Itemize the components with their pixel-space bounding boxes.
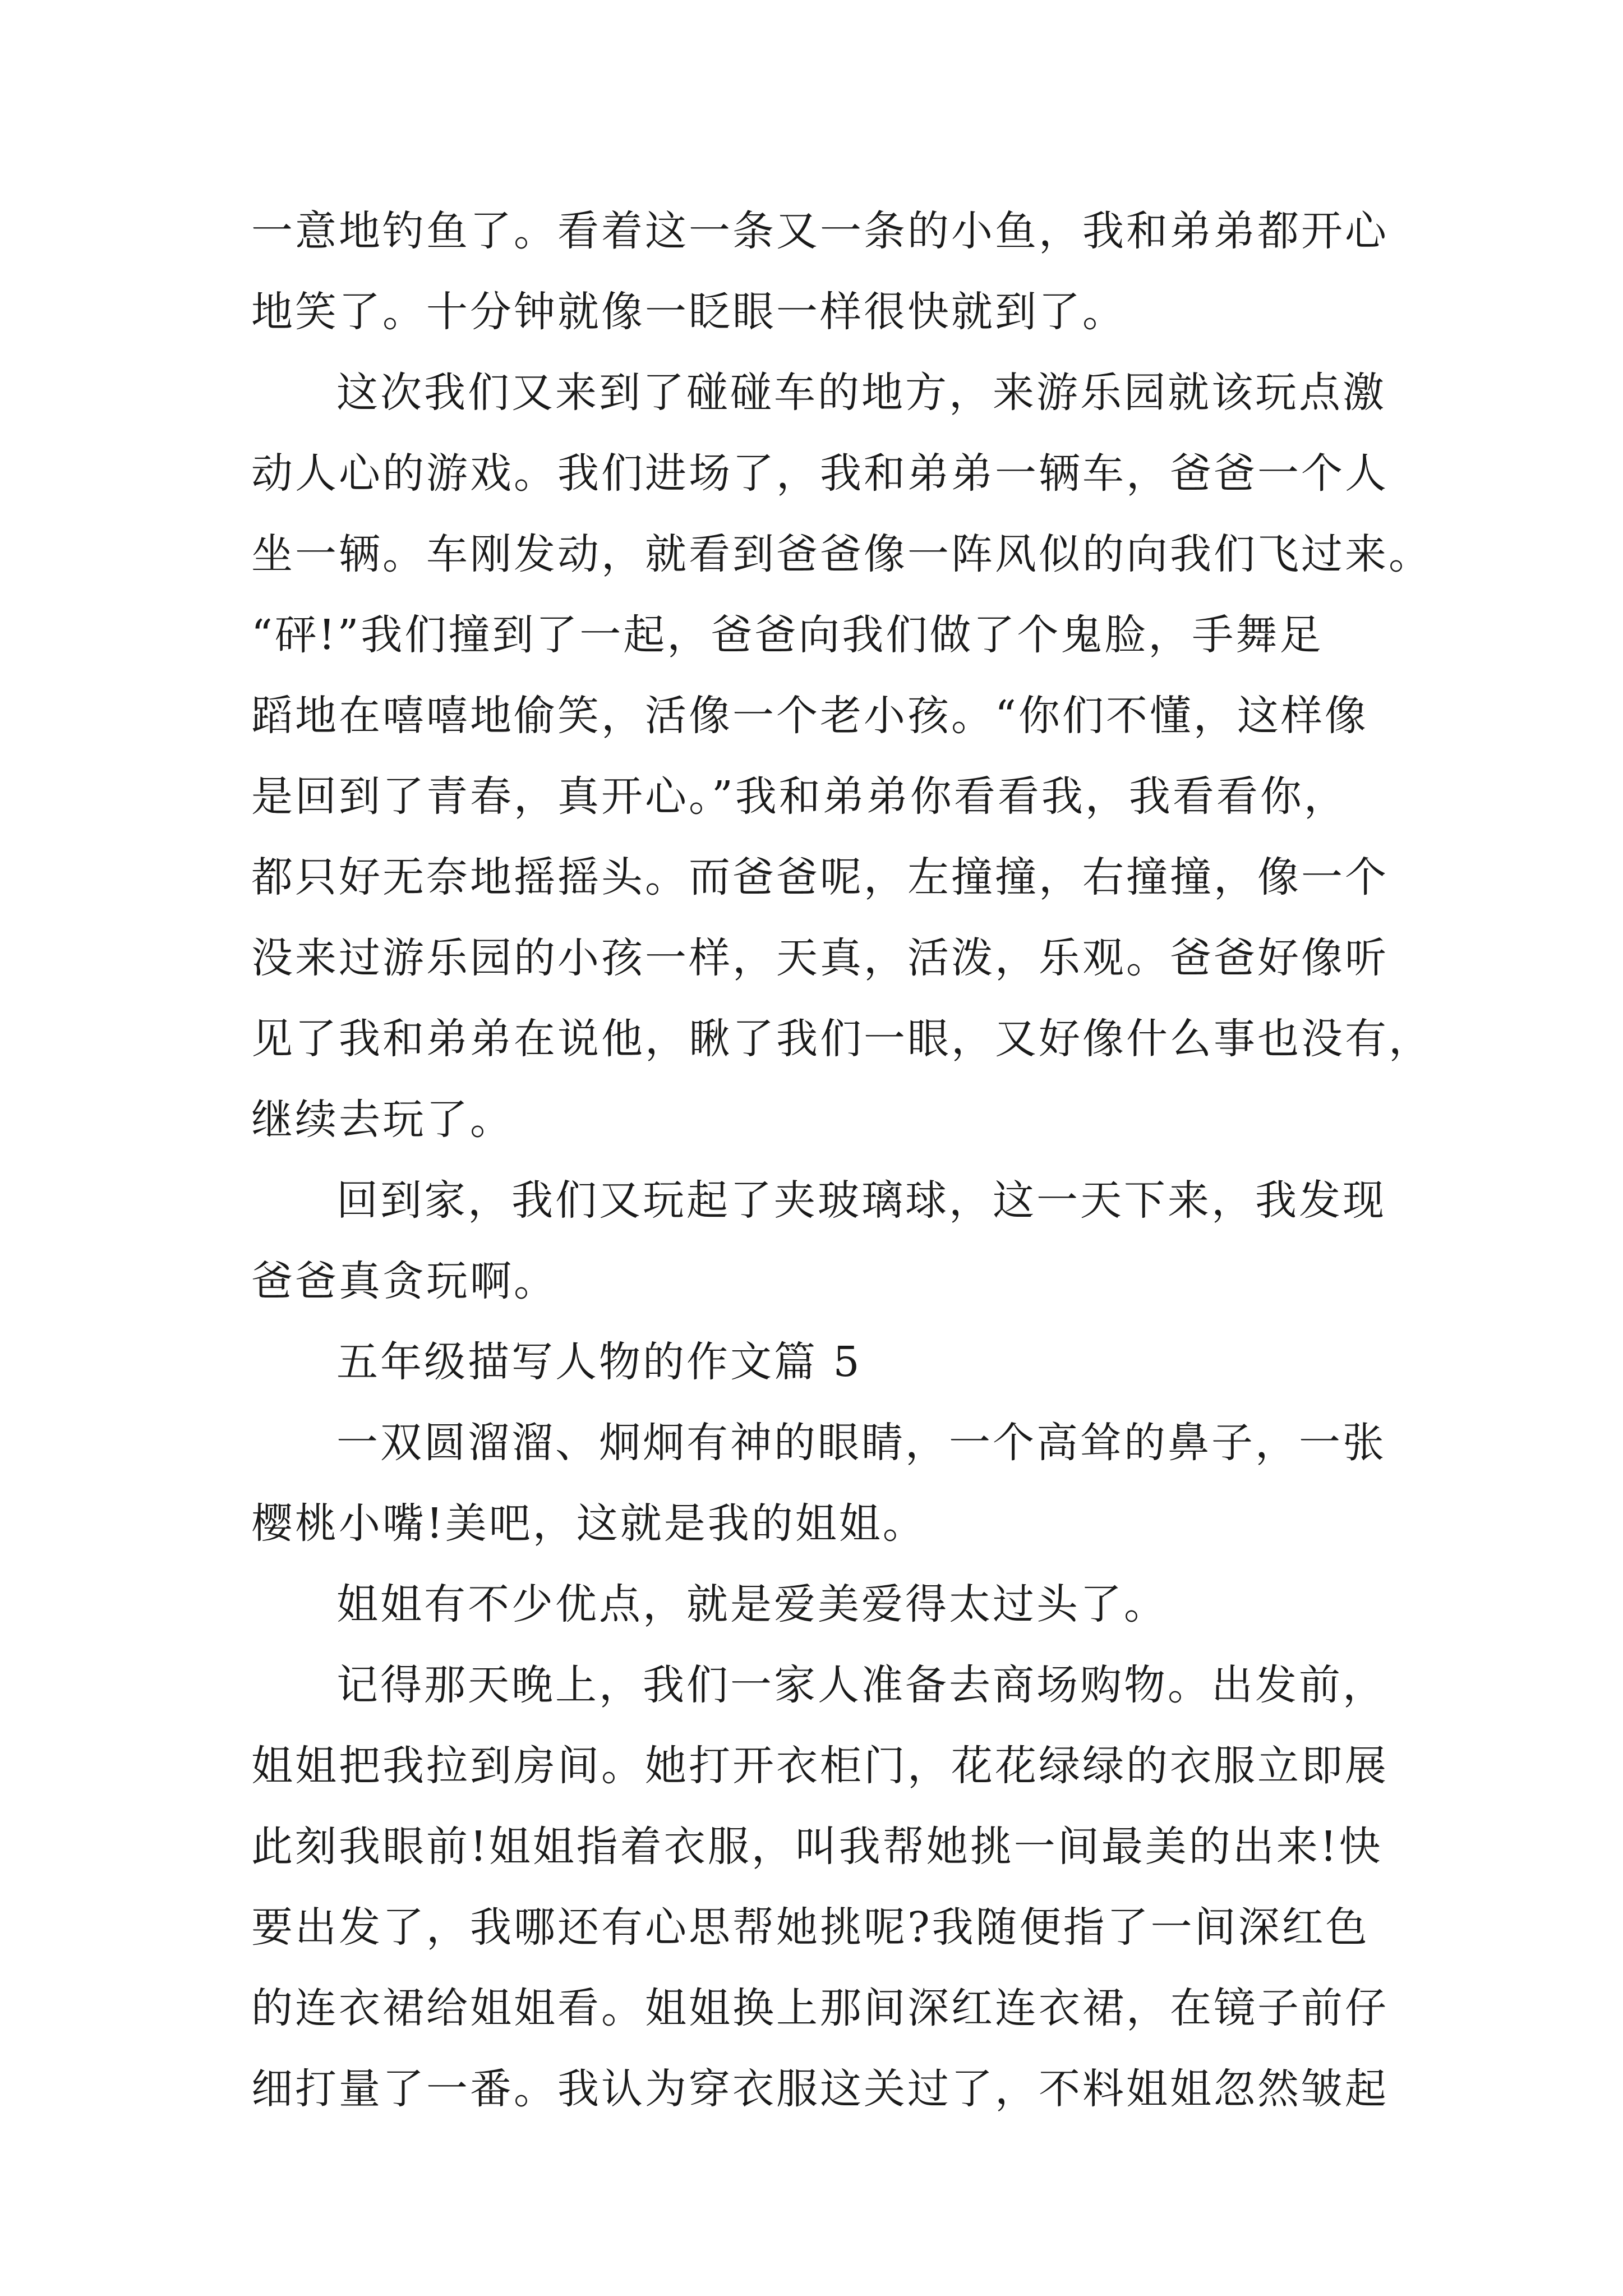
text-line: 此刻我眼前!姐姐指着衣服，叫我帮她挑一间最美的出来!快 [251, 1823, 1383, 1871]
text-line: 爸爸真贪玩啊。 [251, 1257, 557, 1305]
text-line: 动人心的游戏。我们进场了，我和弟弟一辆车，爸爸一个人 [251, 449, 1389, 498]
text-line: 见了我和弟弟在说他，瞅了我们一眼，又好像什么事也没有， [251, 1015, 1432, 1063]
text-line: 要出发了，我哪还有心思帮她挑呢?我随便指了一间深红色 [251, 1903, 1370, 1952]
paragraph-start-line: 这次我们又来到了碰碰车的地方，来游乐园就该玩点激 [336, 369, 1386, 417]
paragraph-start-line: 回到家，我们又玩起了夹玻璃球，这一天下来，我发现 [336, 1176, 1386, 1225]
text-line: 是回到了青春，真开心。”我和弟弟你看看我，我看看你， [251, 772, 1348, 821]
text-line: 地笑了。十分钟就像一眨眼一样很快就到了。 [251, 288, 1126, 336]
text-line: 坐一辆。车刚发动，就看到爸爸像一阵风似的向我们飞过来。 [251, 530, 1432, 578]
text-line: 一意地钓鱼了。看着这一条又一条的小鱼，我和弟弟都开心 [251, 207, 1389, 255]
text-line: 蹈地在嘻嘻地偷笑，活像一个老小孩。“你们不懂，这样像 [251, 692, 1368, 740]
body-text [251, 191, 1432, 2129]
section-heading: 五年级描写人物的作文篇 5 [336, 1338, 862, 1386]
paragraph-start-line: 姐姐有不少优点，就是爱美爱得太过头了。 [336, 1580, 1168, 1628]
text-line: 都只好无奈地摇摇头。而爸爸呢，左撞撞，右撞撞，像一个 [251, 853, 1389, 901]
text-line: 细打量了一番。我认为穿衣服这关过了，不料姐姐忽然皱起 [251, 2065, 1389, 2113]
paragraph-start-line: 一双圆溜溜、炯炯有神的眼睛，一个高耸的鼻子，一张 [336, 1419, 1386, 1467]
text-line: 樱桃小嘴!美吧，这就是我的姐姐。 [251, 1499, 926, 1548]
text-line: 的连衣裙给姐姐看。姐姐换上那间深红连衣裙，在镜子前仔 [251, 1984, 1389, 2032]
text-line: 没来过游乐园的小孩一样，天真，活泼，乐观。爸爸好像听 [251, 934, 1389, 982]
text-line: 继续去玩了。 [251, 1096, 514, 1144]
paragraph-start-line: 记得那天晚上，我们一家人准备去商场购物。出发前， [336, 1661, 1386, 1709]
text-line: 姐姐把我拉到房间。她打开衣柜门，花花绿绿的衣服立即展 [251, 1742, 1389, 1790]
text-line: “砰!”我们撞到了一起，爸爸向我们做了个鬼脸，手舞足 [251, 611, 1324, 659]
